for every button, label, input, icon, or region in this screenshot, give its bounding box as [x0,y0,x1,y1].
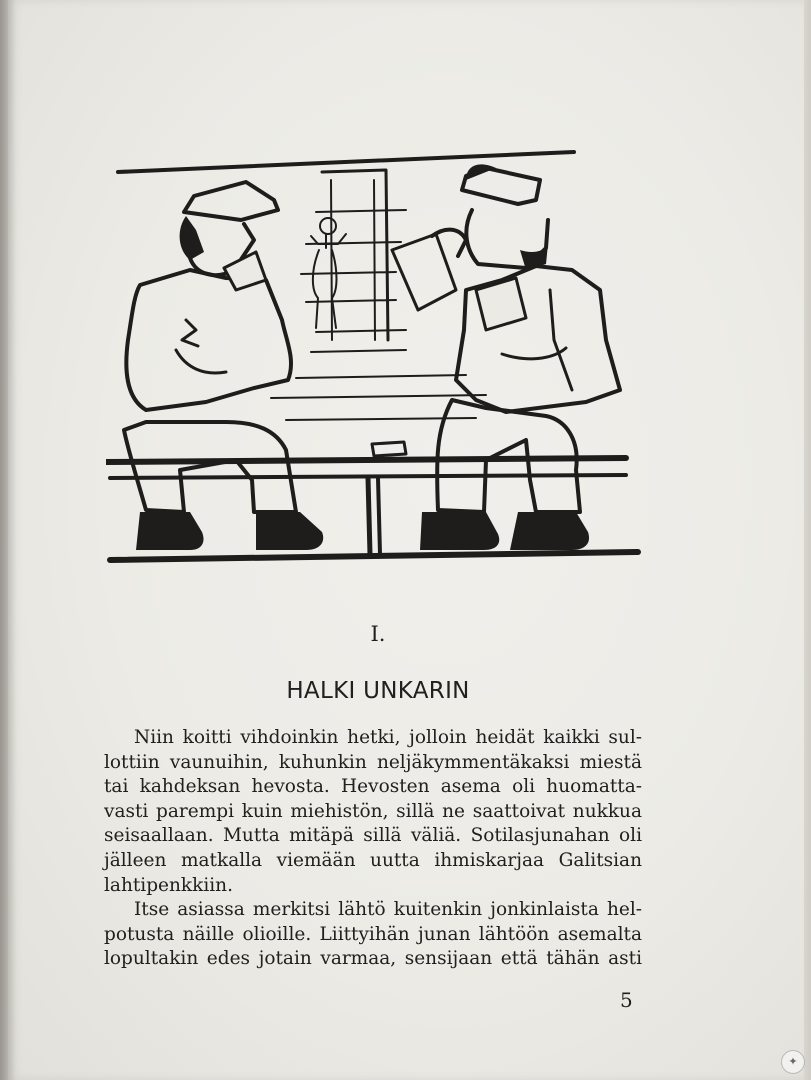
text-line: tai kahdeksan hevosta. Hevosten asema oli huomatta- [104,776,642,798]
page-number: 5 [620,988,633,1012]
chapter-title: HALKI UNKARIN [286,678,470,704]
body-text [104,726,642,972]
text-line: potusta näille olioille. Liittyihän junan lähtöön asemalta [104,923,642,945]
text-line: seisaallaan. Mutta mitäpä sillä väliä. Sotilasjunahan oli [104,825,642,847]
spine-shadow [0,0,16,1080]
text-line: vasti parempi kuin miehistön, sillä ne saattoivat nukkua [104,800,642,822]
text-line: jälleen matkalla viemään uutta ihmiskarjaa Galitsian [104,849,642,871]
text-line: lottiin vaunuihin, kuhunkin neljäkymmentäkaksi miestä [104,751,642,773]
text-line: Niin koitti vihdoinkin hetki, jolloin heidät kaikki sul- [134,727,642,748]
book-page [8,0,804,1080]
text-line: lahtipenkkiin. [104,874,233,896]
site-watermark-icon: ✦ [781,1050,805,1074]
chapter-number: I. [370,622,386,646]
text-line: lopultakin edes jotain varmaa, sensijaan että tähän asti [104,948,642,970]
text-line: Itse asiassa merkitsi lähtö kuitenkin jonkinlaista hel- [134,899,642,921]
card-players-illustration-icon [106,140,641,572]
